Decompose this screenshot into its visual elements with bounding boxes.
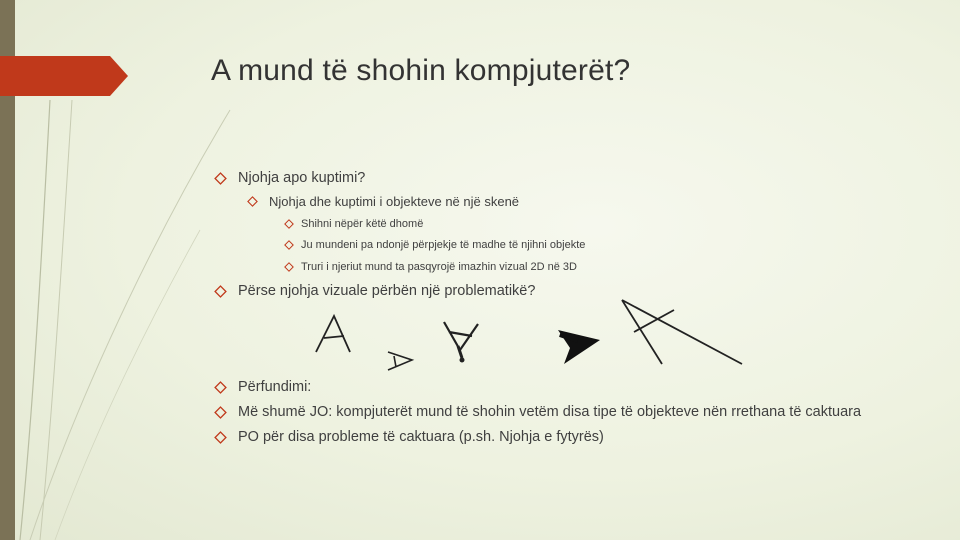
- bullet-recognition-and-understanding: [247, 194, 519, 209]
- bullet-conclusion: [214, 379, 311, 395]
- bullet-recognition-question: [214, 170, 365, 186]
- bullet-mostly-no: [214, 404, 861, 420]
- bullet-text: Ju mundeni pa ndonjë përpjekje të madhe të njihni objekte: [301, 239, 586, 251]
- bullet-text: Përfundimi:: [238, 379, 312, 395]
- bullet-brain-2d-3d: [284, 261, 577, 273]
- diamond-bullet-icon: [214, 172, 227, 185]
- bullet-text: Truri i njeriut mund ta pasqyrojë imazhin vizual 2D në 3D: [301, 261, 577, 273]
- title-accent-tab: [0, 56, 128, 96]
- letter-a-upright-icon: [310, 312, 358, 356]
- diamond-bullet-icon: [214, 431, 227, 444]
- bullet-why-problem: [214, 283, 535, 299]
- bullet-text: Më shumë JO: kompjuterët mund të shohin vetëm disa tipe të objekteve nën rrethana të caktuara: [238, 404, 862, 420]
- bullet-text: PO për disa probleme të caktuara (p.sh. Njohja e fytyrës): [238, 429, 604, 445]
- diamond-bullet-icon: [214, 406, 227, 419]
- diamond-bullet-icon: [247, 196, 258, 207]
- diamond-bullet-icon: [214, 285, 227, 298]
- letter-a-rotated-icon: [384, 348, 418, 374]
- bullet-yes-for-some: [214, 429, 604, 445]
- letter-a-upside-down-icon: [438, 318, 486, 366]
- diamond-bullet-icon: [214, 381, 227, 394]
- bullet-text: Njohja apo kuptimi?: [238, 170, 366, 186]
- diamond-bullet-icon: [284, 219, 294, 229]
- letter-a-stretched-icon: [614, 294, 748, 368]
- bullet-text: Shihni nëpër këtë dhomë: [301, 218, 424, 230]
- diamond-bullet-icon: [284, 262, 294, 272]
- letter-a-bold-rotated-icon: [554, 326, 606, 368]
- bullet-text: Njohja dhe kuptimi i objekteve në një skenë: [269, 194, 520, 209]
- bullet-recognize-objects: [284, 239, 585, 251]
- diamond-bullet-icon: [284, 240, 294, 250]
- slide-title: A mund të shohin kompjuterët?: [211, 54, 631, 87]
- bullet-look-around-room: [284, 218, 423, 230]
- bullet-text: Përse njohja vizuale përbën një problematikë?: [238, 283, 536, 299]
